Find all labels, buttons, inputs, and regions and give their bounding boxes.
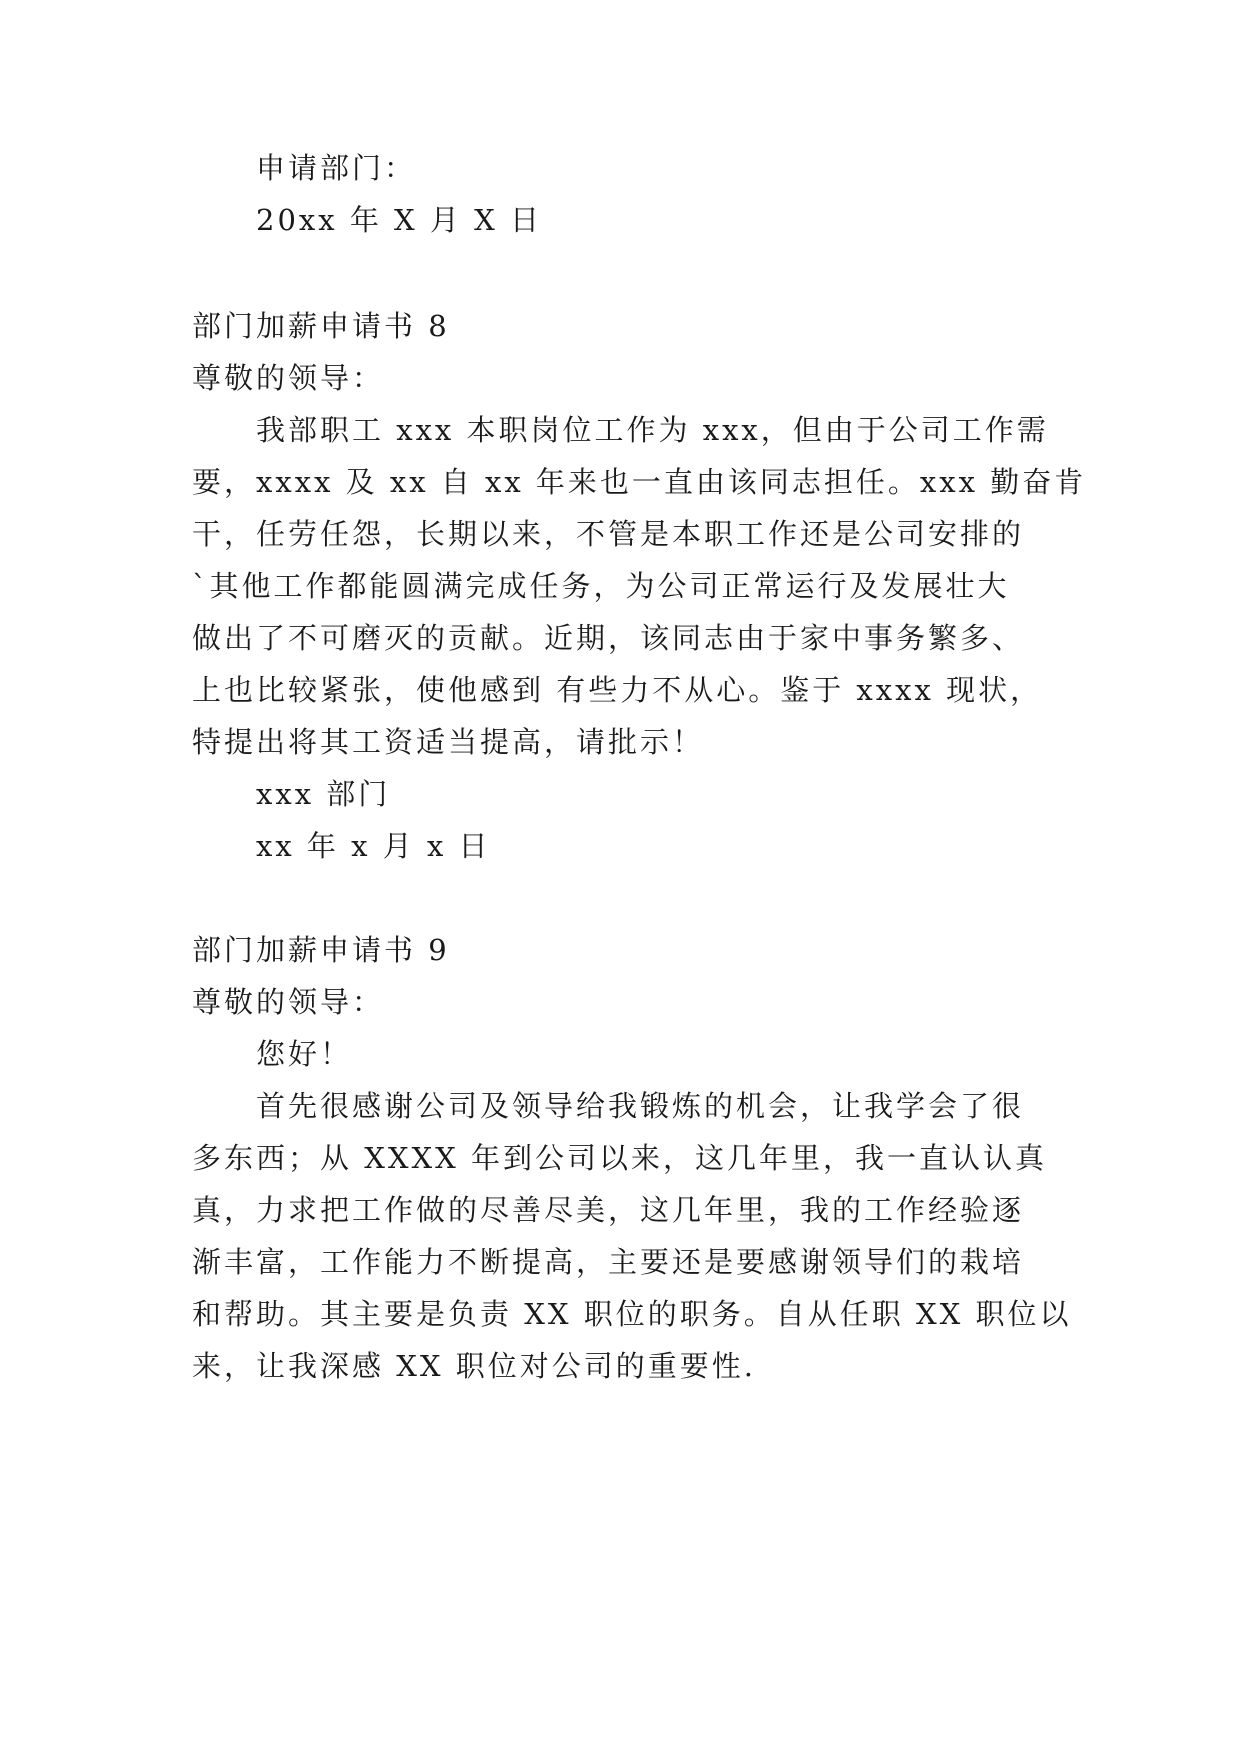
letter-8-body-line: 我部职工 xxx 本职岗位工作为 xxx，但由于公司工作需 [256, 413, 1049, 447]
letter-9-greeting: 您好！ [256, 1037, 353, 1071]
letter-8-body-line: `其他工作都能圆满完成任务，为公司正常运行及发展壮大 [192, 569, 1010, 603]
letter-8-date: xx 年 x 月 x 日 [256, 829, 491, 863]
letter-8-body-line: 干，任劳任怨，长期以来，不管是本职工作还是公司安排的 [192, 517, 1025, 551]
letter-8-body-line: 做出了不可磨灭的贡献。近期，该同志由于家中事务繁多、 [192, 621, 1025, 655]
letter-9-body-line: 首先很感谢公司及领导给我锻炼的机会，让我学会了很 [256, 1089, 1025, 1123]
application-date: 20xx 年 X 月 X 日 [256, 203, 542, 237]
letter-8-body-line: 特提出将其工资适当提高，请批示！ [192, 725, 705, 759]
letter-9-salutation: 尊敬的领导： [192, 985, 385, 1019]
letter-9-body-line: 渐丰富，工作能力不断提高，主要还是要感谢领导们的栽培 [192, 1245, 1025, 1279]
letter-8-salutation: 尊敬的领导： [192, 361, 385, 395]
letter-9-body-line: 和帮助。其主要是负责 XX 职位的职务。自从任职 XX 职位以 [192, 1297, 1072, 1331]
letter-9-body-line: 多东西；从 XXXX 年到公司以来，这几年里，我一直认认真 [192, 1141, 1048, 1175]
letter-8-body-line: 要，xxxx 及 xx 自 xx 年来也一直由该同志担任。xxx 勤奋肯 [192, 465, 1087, 499]
letter-8-signature: xxx 部门 [256, 777, 391, 811]
applicant-department-label: 申请部门： [256, 151, 417, 185]
letter-8-body-line: 上也比较紧张，使他感到 有些力不从心。鉴于 xxxx 现状， [192, 673, 1043, 707]
letter-9-body-line: 真，力求把工作做的尽善尽美，这几年里，我的工作经验逐 [192, 1193, 1025, 1227]
letter-8-title: 部门加薪申请书 8 [192, 309, 450, 343]
letter-9-body-line: 来，让我深感 XX 职位对公司的重要性. [192, 1349, 756, 1383]
letter-9-title: 部门加薪申请书 9 [192, 933, 450, 967]
